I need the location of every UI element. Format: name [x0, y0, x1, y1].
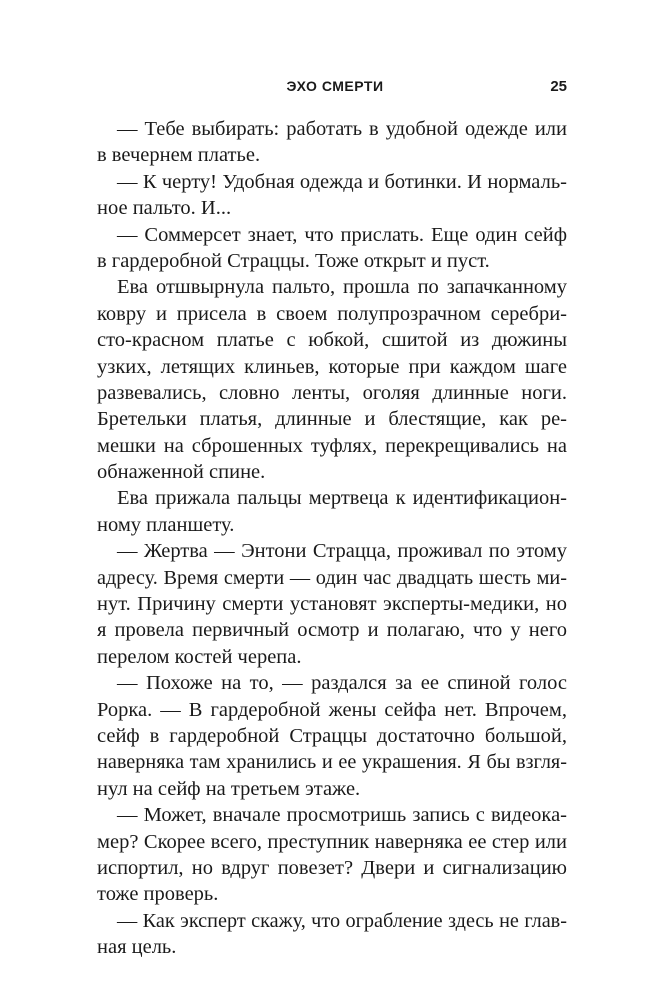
text-line: — Как эксперт скажу, что ограбление здесь не глав-	[117, 909, 567, 932]
text-line: — Соммерсет знает, что прислать. Еще один сейф	[117, 223, 567, 246]
text-line: в вечернем платье.	[97, 144, 261, 167]
running-title: ЭХО СМЕРТИ	[286, 78, 384, 94]
text-line: — Тебе выбирать: работать в удобной одежде или	[117, 118, 567, 140]
text-line: адресу. Время смерти — один час двадцать шесть ми-	[97, 566, 567, 589]
text-line: перелом костей черепа.	[97, 645, 302, 668]
text-line: узких, летящих клиньев, которые при каждом шаге	[97, 355, 567, 378]
text-line: в гардеробной Страццы. Тоже открыт и пуст.	[97, 249, 490, 272]
text-line: ковру и присела в своем полупрозрачном серебри-	[97, 302, 567, 325]
text-line: ному планшету.	[97, 513, 235, 536]
text-line: сто-красном платье с юбкой, сшитой из дюжины	[97, 329, 567, 352]
text-line: — К черту! Удобная одежда и ботинки. И нормаль-	[117, 170, 567, 193]
text-line: Рорка. — В гардеробной жены сейфа нет. Впрочем,	[97, 698, 567, 721]
text-line: нут. Причину смерти установят эксперты-медики, но	[97, 593, 567, 616]
text-line: развевались, словно ленты, оголяя длинные ноги.	[97, 381, 567, 404]
text-line: я провела первичный осмотр и полагаю, что у него	[97, 619, 567, 642]
text-line: ное пальто. И...	[97, 197, 232, 220]
text-line: Ева прижала пальцы мертвеца к идентификацион-	[117, 487, 567, 510]
text-line: тоже проверь.	[97, 883, 219, 906]
text-line: наверняка там хранились и ее украшения. Я бы взгля-	[97, 751, 567, 774]
text-line: нул на сейф на третьем этаже.	[97, 777, 361, 800]
text-line: сейф в гардеробной Страццы достаточно большой,	[97, 724, 567, 747]
body-text	[97, 116, 567, 961]
text-line: мешки на сброшенных туфлях, перекрещивались на	[97, 434, 567, 457]
text-line: ная цель.	[97, 936, 177, 959]
text-line: испортил, но вдруг повезет? Двери и сигнализацию	[97, 856, 567, 879]
text-line: — Похоже на то, — раздался за ее спиной голос	[117, 672, 567, 695]
text-line: Бретельки платья, длинные и блестящие, как ре-	[97, 408, 567, 431]
text-line: — Может, вначале просмотришь запись с видеока-	[117, 804, 567, 827]
running-head	[97, 78, 567, 100]
text-line: Ева отшвырнула пальто, прошла по запачканному	[117, 276, 567, 299]
text-line: — Жертва — Энтони Страцца, проживал по этому	[117, 540, 567, 563]
text-line: мер? Скорее всего, преступник наверняка ее стер или	[97, 830, 567, 853]
text-line: обнаженной спине.	[97, 461, 266, 484]
page-number: 25	[550, 78, 567, 95]
